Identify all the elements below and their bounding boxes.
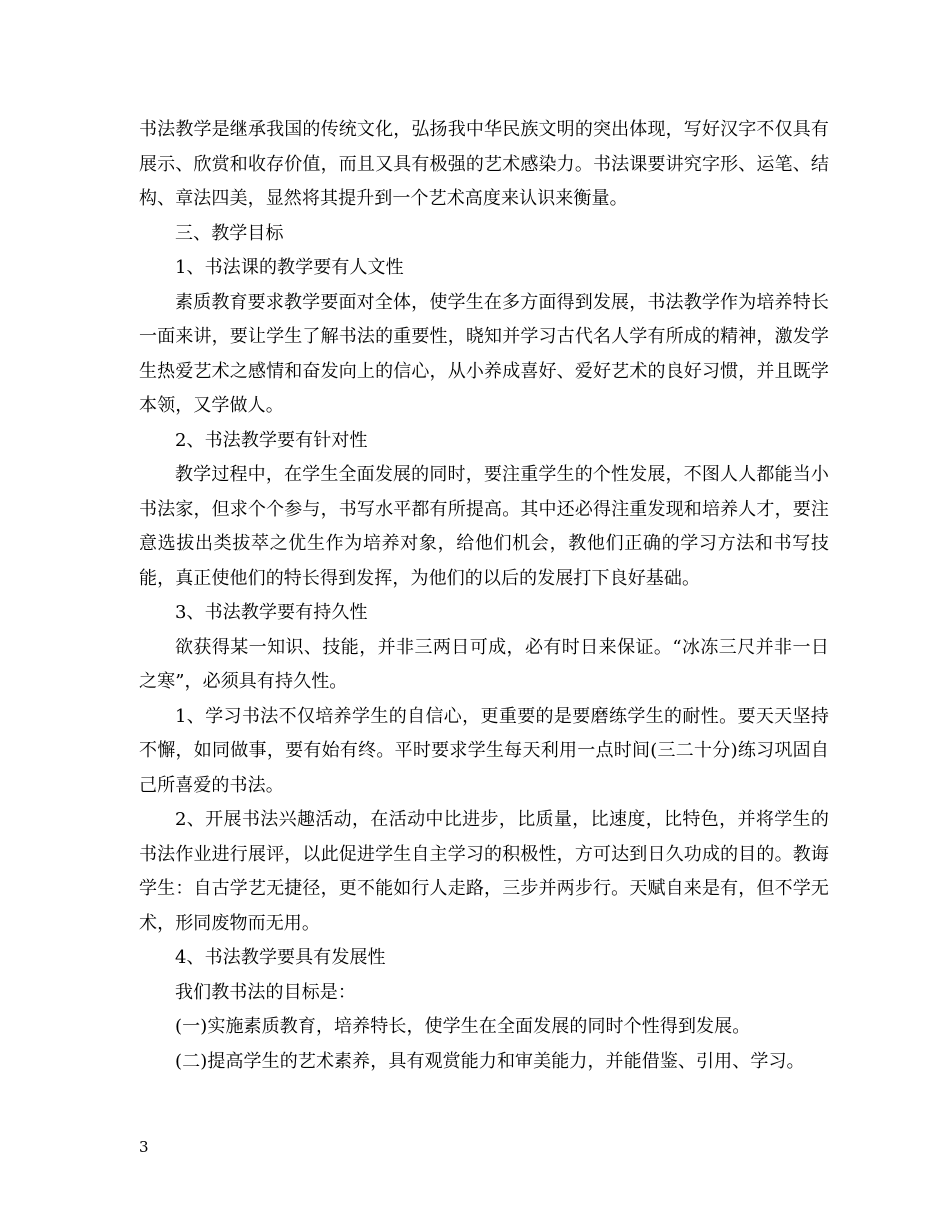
paragraph-humanistic: 素质教育要求教学要面对全体，使学生在多方面得到发展，书法教学作为培养特长一面来讲，要让学生了解书法的重要性，晓知并学习古代名人学有所成的精神，激发学生热爱艺术之感情和奋发向上的信心，从小养成喜好、爱好艺术的良好习惯，并且既学本领，又学做人。 xyxy=(139,291,829,416)
list-item-activities: 2、开展书法兴趣活动，在活动中比进步，比质量，比速度，比特色，并将学生的书法作业进行展评，以此促进学生自主学习的积极性，方可达到日久功成的目的。教诲学生：自古学艺无捷径，更不能如行人走路，三步并两步行。天赋自来是有，但不学无术，形同废物而无用。 xyxy=(139,809,829,934)
subheading-persistent: 3、书法教学要有持久性 xyxy=(175,602,368,623)
page-number: 3 xyxy=(139,1138,149,1156)
list-item-goal-two: (二)提高学生的艺术素养，具有观赏能力和审美能力，并能借鉴、引用、学习。 xyxy=(175,1050,805,1072)
paragraph-goals-intro: 我们教书法的目标是： xyxy=(175,981,356,1003)
list-item-patience: 1、学习书法不仅培养学生的自信心，更重要的是要磨练学生的耐性。要天天坚持不懈，如同做事，要有始有终。平时要求学生每天利用一点时间(三二十分)练习巩固自己所喜爱的书法。 xyxy=(139,705,829,796)
paragraph-persistent: 欲获得某一知识、技能，并非三两日可成，必有时日来保证。“冰冻三尺并非一日之寒”，必须具有持久性。 xyxy=(139,636,829,692)
list-item-goal-one: (一)实施素质教育，培养特长，使学生在全面发展的同时个性得到发展。 xyxy=(175,1016,751,1037)
subheading-humanistic: 1、书法课的教学要有人文性 xyxy=(175,257,404,278)
document-body xyxy=(139,113,829,1079)
paragraph-intro: 书法教学是继承我国的传统文化，弘扬我中华民族文明的突出体现，写好汉字不仅具有展示、欣赏和收存价值，而且又具有极强的艺术感染力。书法课要讲究字形、运笔、结构、章法四美，显然将其提升到一个艺术高度来认识来衡量。 xyxy=(139,119,829,209)
paragraph-targeted: 教学过程中，在学生全面发展的同时，要注重学生的个性发展，不图人人都能当小书法家，但求个个参与，书写水平都有所提高。其中还必得注重发现和培养人才，要注意选拔出类拔萃之优生作为培养对象，给他们机会，教他们正确的学习方法和书写技能，真正使他们的特长得到发挥，为他们的以后的发展打下良好基础。 xyxy=(139,464,829,589)
subheading-developmental: 4、书法教学要具有发展性 xyxy=(175,947,386,968)
subheading-targeted: 2、书法教学要有针对性 xyxy=(175,429,368,451)
section-heading-teaching-goals: 三、教学目标 xyxy=(175,222,284,244)
